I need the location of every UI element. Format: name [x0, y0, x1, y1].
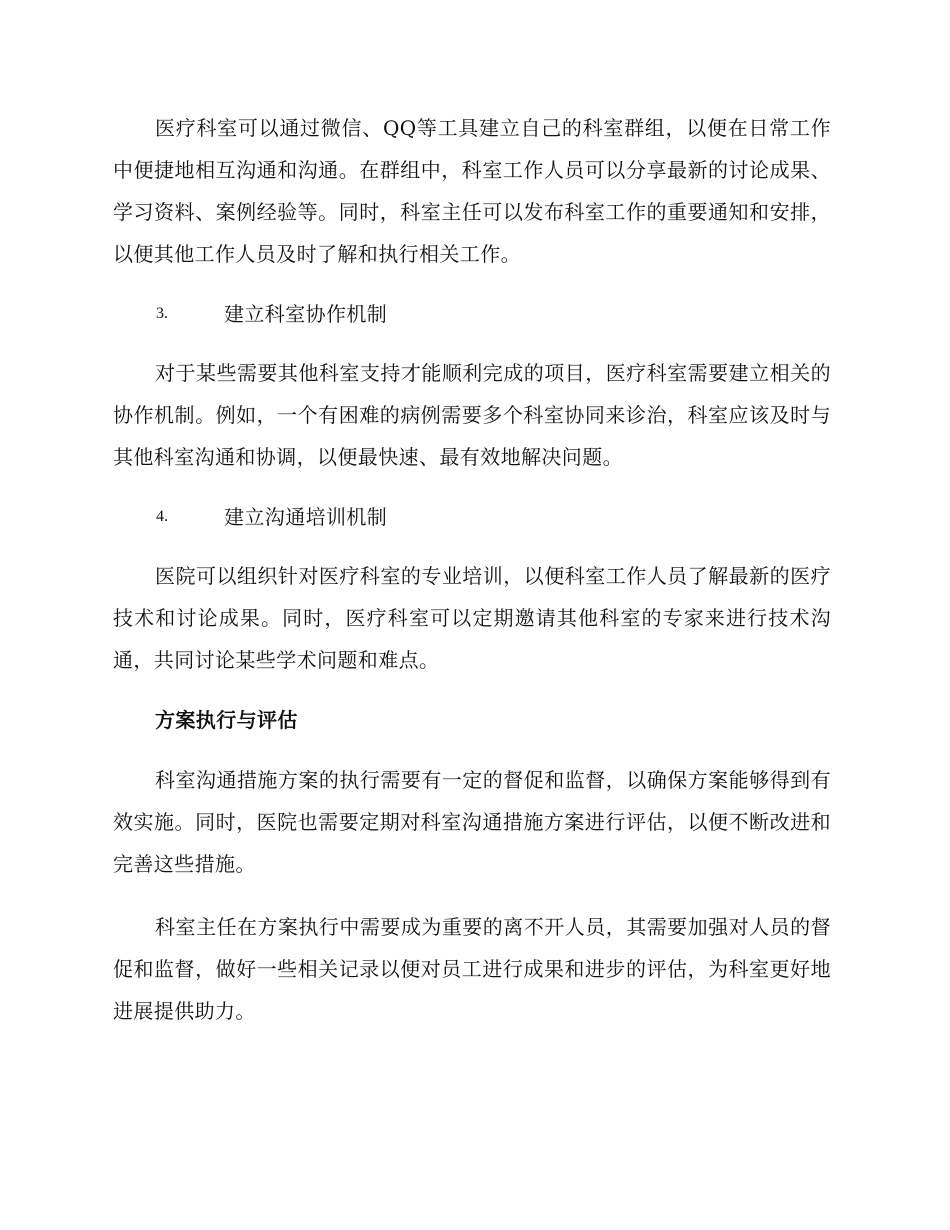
paragraph-training: 医院可以组织针对医疗科室的专业培训，以便科室工作人员了解最新的医疗技术和讨论成果。同时，医疗科室可以定期邀请其他科室的专家来进行技术沟通，共同讨论某些学术问题和难点。 — [113, 564, 831, 672]
paragraph-execution: 科室沟通措施方案的执行需要有一定的督促和监督，以确保方案能够得到有效实施。同时，医院也需要定期对科室沟通措施方案进行评估，以便不断改进和完善这些措施。 — [113, 768, 831, 876]
section-heading: 方案执行与评估 — [155, 708, 298, 732]
document-content — [113, 107, 831, 1053]
item-number: 4. — [156, 508, 168, 525]
paragraph-director-role: 科室主任在方案执行中需要成为重要的离不开人员，其需要加强对人员的督促和监督，做好一些相关记录以便对员工进行成果和进步的评估，为科室更好地进展提供助力。 — [113, 915, 831, 1023]
paragraph-wechat-groups: 医疗科室可以通过微信、QQ等工具建立自己的科室群组，以便在日常工作中便捷地相互沟通和沟通。在群组中，科室工作人员可以分享最新的讨论成果、学习资料、案例经验等。同时，科室主任可以发布科室工作的重要通知和安排，以便其他工作人员及时了解和执行相关工作。 — [113, 116, 831, 266]
numbered-item-4 — [113, 499, 831, 535]
numbered-item-3 — [113, 296, 831, 332]
item-number: 3. — [156, 305, 168, 322]
paragraph-collaboration: 对于某些需要其他科室支持才能顺利完成的项目，医疗科室需要建立相关的协作机制。例如，一个有困难的病例需要多个科室协同来诊治，科室应该及时与其他科室沟通和协调，以便最快速、最有效地解决问题。 — [113, 361, 831, 469]
item-title: 建立科室协作机制 — [224, 302, 388, 326]
item-title: 建立沟通培训机制 — [224, 505, 388, 529]
